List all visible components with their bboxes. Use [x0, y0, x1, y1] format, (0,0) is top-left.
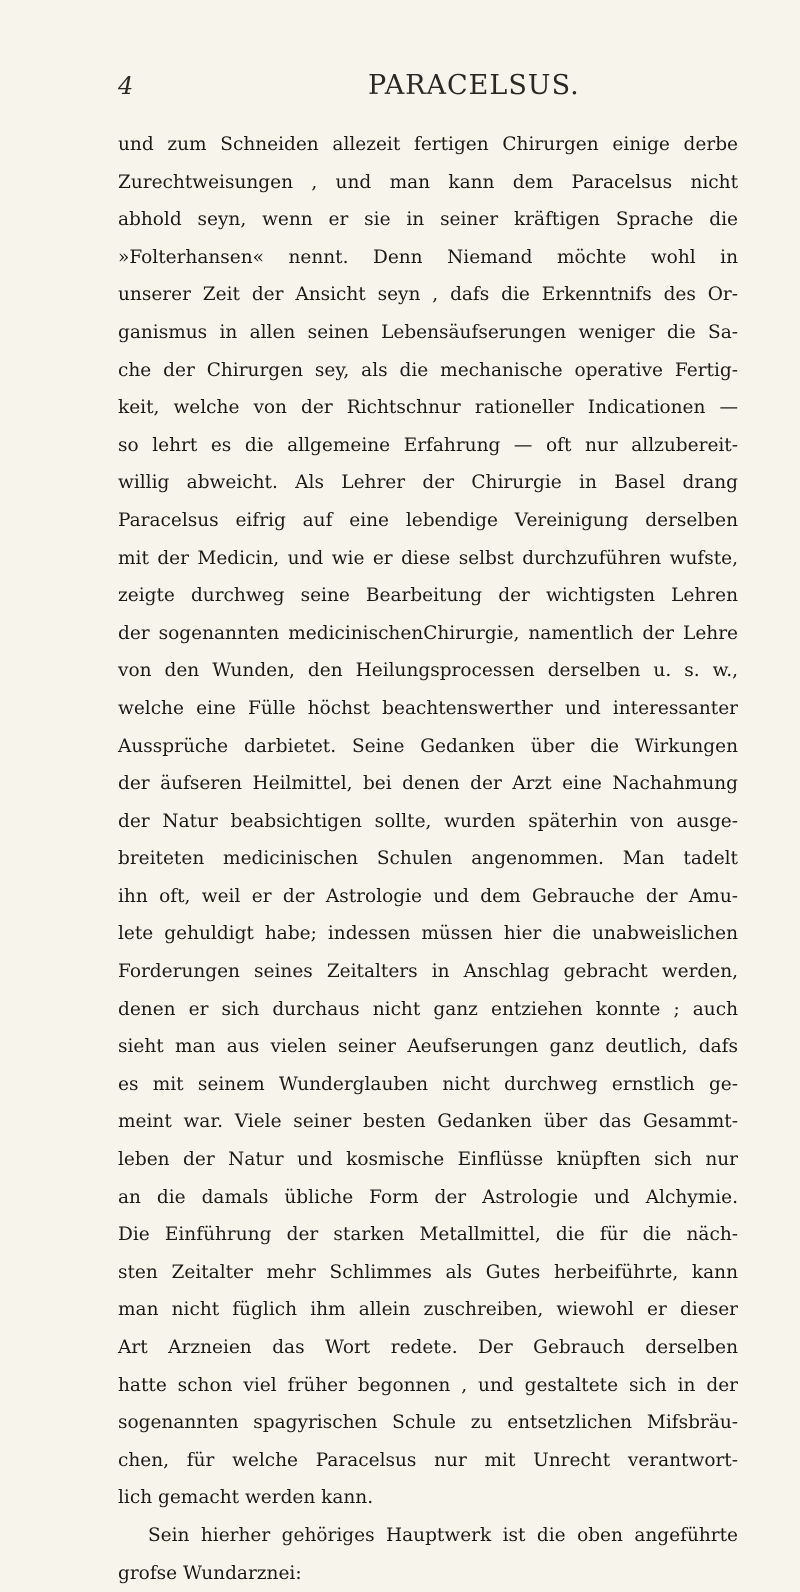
text-line: unserer Zeit der Ansicht seyn , dafs die Erkenntnifs des Or- [118, 284, 738, 306]
text-line: Die Einführung der starken Metallmittel, die für die näch- [118, 1224, 738, 1246]
text-line: es mit seinem Wunderglauben nicht durchweg ernstlich ge- [118, 1073, 738, 1095]
text-line: leben der Natur und kosmische Einflüsse knüpften sich nur [118, 1149, 738, 1171]
text-line: man nicht füglich ihm allein zuschreiben, wiewohl er dieser [118, 1299, 738, 1321]
text-line: willig abweicht. Als Lehrer der Chirurgie in Basel drang [118, 472, 738, 494]
text-line: von den Wunden, den Heilungsprocessen derselben u. s. w., [118, 660, 738, 682]
text-line: hatte schon viel früher begonnen , und gestaltete sich in der [118, 1374, 738, 1396]
text-line: Forderungen seines Zeitalters in Anschlag gebracht werden, [118, 961, 738, 983]
text-line: zeigte durchweg seine Bearbeitung der wichtigsten Lehren [118, 585, 738, 607]
text-line: sogenannten spagyrischen Schule zu entsetzlichen Mifsbräu- [118, 1412, 738, 1434]
text-line: welche eine Fülle höchst beachtenswerther und interessanter [118, 697, 738, 719]
text-line: grofse Wundarzneі: [118, 1562, 302, 1584]
text-line: der Natur beabsichtigen sollte, wurden späterhin von ausge- [118, 810, 738, 832]
text-line: und zum Schneiden allezeit fertigen Chirurgen einige derbe [118, 134, 738, 155]
text-line: der sogenannten medicinischenChirurgie, namentlich der Lehre [118, 622, 738, 644]
text-line: Art Arzneien das Wort redete. Der Gebrauch derselben [118, 1337, 738, 1358]
text-line: an die damals übliche Form der Astrologie und Alchymie. [118, 1186, 738, 1208]
text-line: Paracelsus eifrig auf eine lebendige Vereinigung derselben [118, 509, 738, 531]
text-line: lich gemacht werden kann. [118, 1487, 374, 1509]
text-line: lete gehuldigt habe; indessen müssen hier die unabweislichen [118, 923, 738, 945]
text-line: Sein hierher gehöriges Hauptwerk ist die oben angeführte [148, 1524, 738, 1546]
body-text [118, 126, 738, 1592]
text-line: Zurechtweisungen , und man kann dem Paracelsus nicht [118, 171, 738, 193]
page-header [118, 70, 740, 110]
text-line: chen, für welche Paracelsus nur mit Unrecht verantwort- [118, 1449, 738, 1471]
text-line: Aussprüche darbietet. Seine Gedanken über die Wirkungen [118, 735, 738, 757]
text-line: sten Zeitalter mehr Schlimmes als Gutes herbeiführte, kann [118, 1261, 738, 1283]
running-title: PARACELSUS. [368, 70, 580, 101]
text-line: denen er sich durchaus nicht ganz entziehen konnte ; auch [118, 998, 738, 1020]
text-line: der äufseren Heilmittel, bei denen der Arzt eine Nachahmung [118, 773, 738, 795]
text-line: meint war. Viele seiner besten Gedanken über das Gesammt- [118, 1111, 738, 1133]
text-line: keit, welche von der Richtschnur rationeller Indicationen — [118, 397, 738, 419]
text-line: ganismus in allen seinen Lebensäufserungen weniger die Sa- [118, 321, 738, 343]
text-line: breiteten medicinischen Schulen angenommen. Man tadelt [118, 848, 738, 870]
text-line: sieht man aus vielen seiner Aeufserungen ganz deutlich, dafs [118, 1036, 738, 1058]
text-line: so lehrt es die allgemeine Erfahrung — oft nur allzubereit- [118, 434, 738, 456]
text-line: »Folterhansen« nennt. Denn Niemand möchte wohl in [118, 246, 738, 268]
text-line: abhold seyn, wenn er sie in seiner kräftigen Sprache die [118, 209, 738, 231]
page-number: 4 [118, 72, 134, 100]
text-line: che der Chirurgen sey, als die mechanische operative Fertig- [118, 359, 738, 381]
text-line: ihn oft, weil er der Astrologie und dem Gebrauche der Amu- [118, 885, 738, 907]
text-line: mit der Medicin, und wie er diese selbst durchzuführen wufste, [118, 547, 738, 569]
